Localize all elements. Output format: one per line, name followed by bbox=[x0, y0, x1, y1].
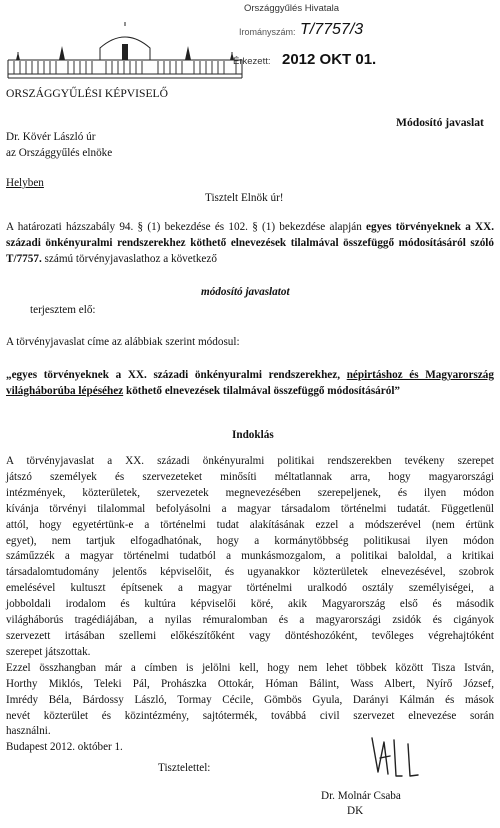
new-title-underlined: népirtáshoz és Magyarország világháborúba lépéséhez bbox=[6, 369, 494, 397]
intro-paragraph bbox=[6, 220, 494, 268]
handwritten-signature bbox=[368, 732, 428, 780]
closing-greeting: Tisztelettel: bbox=[158, 762, 211, 774]
new-title-text-2: köthető elnevezések tilalmával összefüggő módosításáról” bbox=[123, 384, 401, 397]
new-title-paragraph bbox=[6, 368, 494, 400]
justification-line: Imrédy Béla, Bárdossy László, Tormay Cécile, Gömbös Gyula, Darányi Kálmán és mások bbox=[6, 693, 494, 706]
stamp-received-date: 2012 OKT 01. bbox=[282, 51, 377, 68]
justification-line: A törvényjavaslat a XX. századi önkényuralmi politikai rendszerekben tevékeny szerepet bbox=[6, 455, 494, 467]
justification-line: társadalomtudomány jelentős képviselőit, és ugyanakkor közterületek elnevezésével, szobrok bbox=[6, 566, 494, 579]
salutation: Tisztelt Elnök úr! bbox=[205, 192, 284, 204]
helyben-label: Helyben bbox=[6, 177, 44, 189]
stamp-reg-label: Irományszám: bbox=[239, 27, 296, 37]
justification-line: nevét közterület és közintézmény, sajtótermék, továbbá civil szervezet elnevezése során bbox=[6, 709, 494, 722]
place-date: Budapest 2012. október 1. bbox=[6, 741, 123, 754]
intro-bill-title: egyes törvényeknek a XX. századi önkényuralmi rendszerekhez köthető elnevezések tilalmával összefüggő módosításáról szóló T/7757. bbox=[6, 221, 494, 265]
signer-name: Dr. Molnár Csaba bbox=[321, 790, 401, 802]
justification-line: egyet), nem tartjuk elfogadhatónak, hogy a kormánytöbbség politikusai ilyen módon bbox=[6, 534, 494, 547]
justification-line: Ezzel összhangban már a címben is jelölni kell, hogy nem lehet többek között Tisza István, bbox=[6, 661, 494, 674]
justification-line: világháborús tragédiájában, a nyilas rémuralomban és a magyarországi zsidók és cigányok bbox=[6, 614, 494, 627]
justification-line: emelésével kultuszt építsenek a magyar történelmi uralkodó osztály személyiségei, a bbox=[6, 582, 494, 595]
signer-party: DK bbox=[347, 805, 364, 817]
recipient-title: az Országgyűlés elnöke bbox=[6, 147, 113, 159]
justification-heading: Indoklás bbox=[232, 429, 274, 441]
title-change-line: A törvényjavaslat címe az alábbiak szerint módosul: bbox=[6, 336, 240, 348]
justification-line: attól, hogy egyetértünk-e a történelmi tudat alakításának ezzel a módszerével (nem értünk bbox=[6, 518, 494, 531]
recipient-name: Dr. Kövér László úr bbox=[6, 131, 96, 143]
justification-line: száműzzék a magyar történelmi tudatból a munkásmozgalom, a politikai baloldal, a kritikai bbox=[6, 550, 494, 563]
justification-body bbox=[6, 454, 494, 756]
submit-line: terjesztem elő: bbox=[30, 304, 96, 316]
justification-line: kívánja törvényi tilalommal befolyásolni a magyar társadalom történelmi tudatát. Függetlenül bbox=[6, 502, 494, 515]
stamp-reg-number: T/7757/3 bbox=[300, 21, 364, 38]
sender-heading: ORSZÁGGYŰLÉSI KÉPVISELŐ bbox=[6, 87, 168, 100]
proposal-heading: módosító javaslatot bbox=[201, 286, 290, 298]
justification-line: szerepet játszottak. bbox=[6, 645, 91, 658]
stamp-received-label: Érkezett: bbox=[233, 56, 271, 67]
stamp-office: Országgyűlés Hivatala bbox=[244, 3, 340, 14]
justification-line: Horthy Miklós, Teleki Pál, Prohászka Ottokár, Hóman Bálint, Wass Albert, Nyírő József, bbox=[6, 677, 494, 690]
parliament-building-logo bbox=[6, 22, 244, 80]
justification-line: játszó személyek és szervezeteket minősíti méltatlannak arra, hogy magyarországi bbox=[6, 470, 494, 483]
intro-text-2: számú törvényjavaslathoz a következő bbox=[41, 252, 217, 265]
intro-text-1: A határozati házszabály 94. § (1) bekezdése és 102. § (1) bekezdése alapján bbox=[6, 221, 367, 233]
justification-line: szervezett irtásában szellemi előkészítőként vagy döntéshozóként, tevőleges végrehajtóként bbox=[6, 629, 494, 642]
justification-line: használni. bbox=[6, 725, 51, 738]
document-type: Módosító javaslat bbox=[396, 116, 484, 129]
justification-line: jobboldali irodalom és kultúra képviselői köré, akik Magyarország első és második bbox=[6, 598, 494, 611]
justification-line: intézmények, közterületek, szervezetek megnevezésében szerepeljenek, és ilyen módon bbox=[6, 486, 494, 499]
new-title-text-1: „egyes törvényeknek a XX. századi önkényuralmi rendszerekhez, bbox=[6, 369, 347, 381]
